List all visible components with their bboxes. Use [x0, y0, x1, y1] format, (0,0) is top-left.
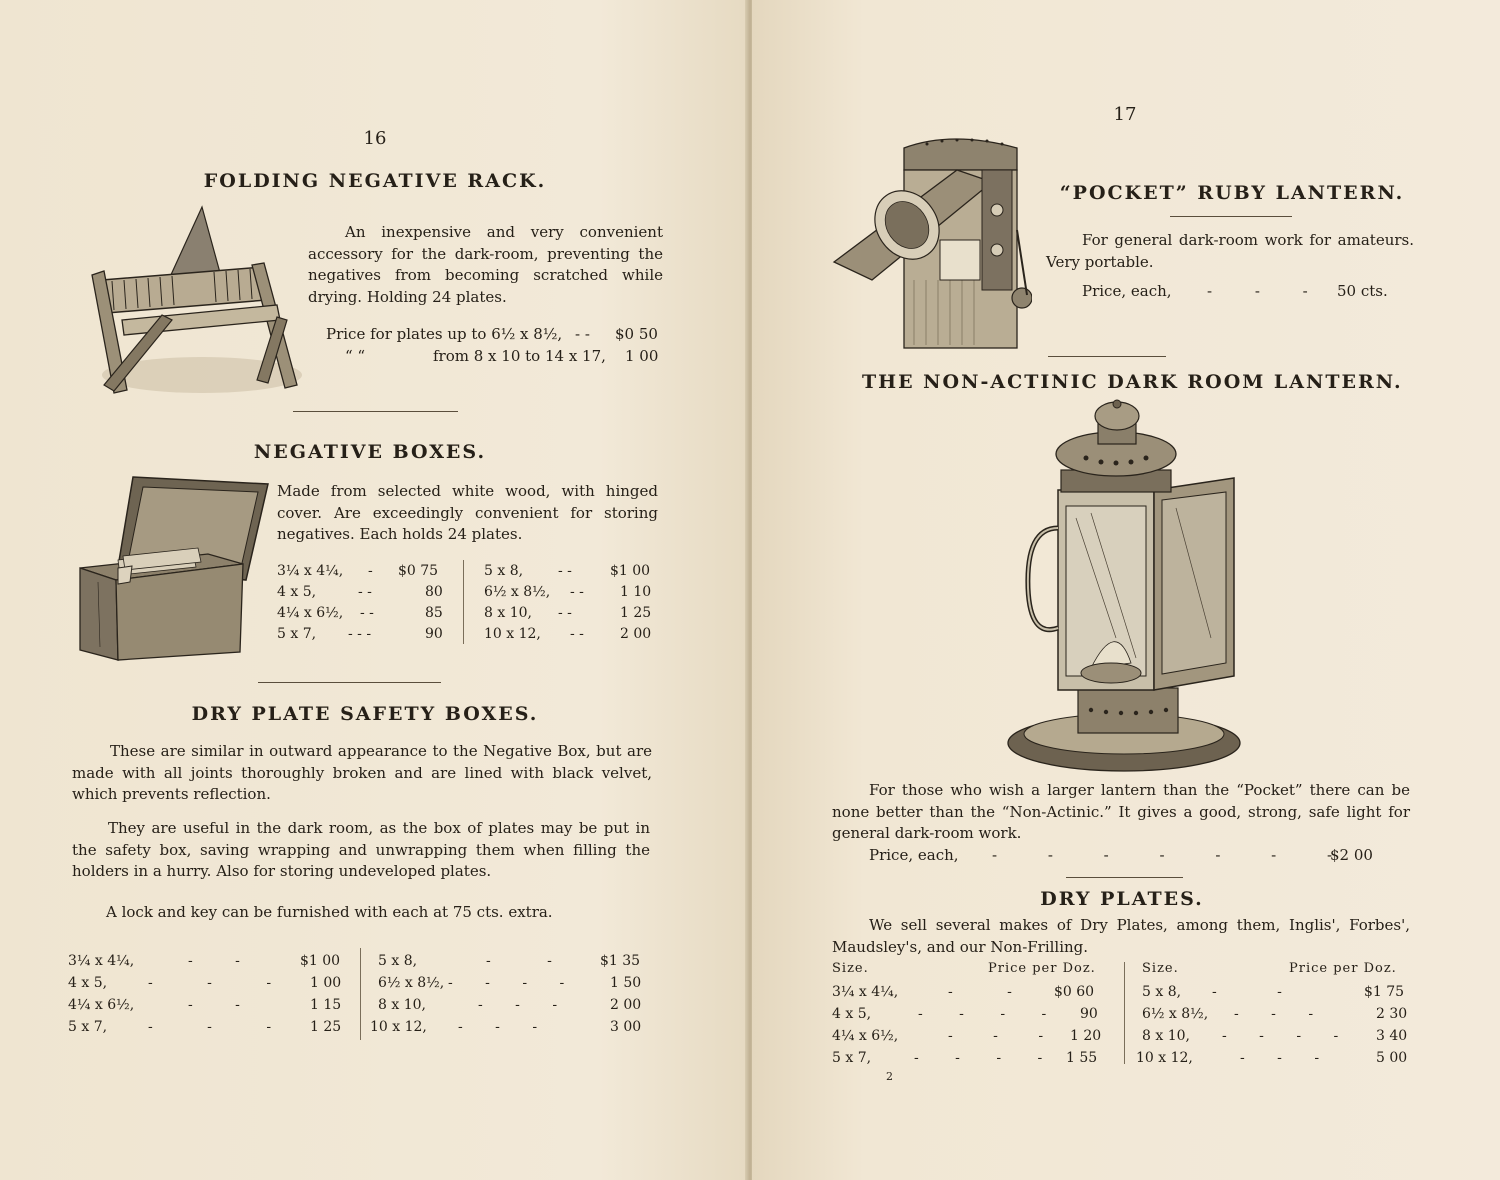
negative-boxes-description: Made from selected white wood, with hinged cover. Are exceedingly convenient for storing negatives. Each holds 24 plates.	[277, 482, 658, 543]
safety-boxes-paragraph-3: A lock and key can be furnished with each at 75 cts. extra.	[106, 903, 553, 921]
folding-rack-price-1-dashes: - -	[575, 325, 590, 343]
column-header-price: Price per Doz.	[1289, 961, 1397, 976]
folding-rack-description: An inexpensive and very convenient accessory for the dark-room, preventing the negatives from becoming scratched while drying. Holding 24 plates.	[308, 223, 663, 306]
table-cell-dashes: - -	[1212, 984, 1282, 1000]
folding-rack-price-1-value: $0 50	[615, 325, 658, 343]
table-cell-price: 2 30	[1376, 1006, 1408, 1022]
table-row: 3¼ x 4¼,	[68, 953, 135, 969]
table-row: 8 x 10,	[378, 997, 426, 1013]
table-row: 4 x 5,	[277, 584, 317, 600]
table-row: 6½ x 8½,	[484, 584, 551, 600]
table-cell-dashes: -	[368, 563, 373, 579]
column-header-price: Price per Doz.	[988, 961, 1096, 976]
folding-rack-price-2-value: 1 00	[625, 347, 659, 365]
section-divider	[1048, 356, 1166, 357]
non-actinic-price-value: $2 00	[1330, 846, 1373, 864]
dry-plates-title: DRY PLATES.	[1040, 888, 1204, 910]
table-row: 5 x 8,	[378, 953, 418, 969]
table-cell-price: 80	[425, 584, 443, 600]
table-cell-dashes: - - - -	[448, 975, 565, 991]
table-row: 10 x 12,	[484, 626, 541, 642]
table-cell-dashes: - - - -	[914, 1050, 1043, 1066]
pocket-lantern-price-value: 50 cts.	[1337, 282, 1388, 300]
table-row: 4¼ x 6½,	[277, 605, 344, 621]
table-cell-price: 1 00	[310, 975, 342, 991]
non-actinic-lantern-illustration	[1006, 398, 1246, 776]
pocket-lantern-price-dashes: - - -	[1207, 282, 1308, 300]
table-row: 3¼ x 4¼,	[832, 984, 899, 1000]
table-row: 4 x 5,	[68, 975, 108, 991]
pocket-lantern-description: For general dark-room work for amateurs. Very portable.	[1046, 231, 1414, 271]
table-divider	[463, 560, 464, 644]
right-page	[752, 0, 1500, 1180]
table-cell-dashes: - - -	[148, 975, 272, 991]
table-cell-price: 1 20	[1070, 1028, 1102, 1044]
table-cell-dashes: - -	[188, 953, 240, 969]
table-row: 10 x 12,	[370, 1019, 427, 1035]
non-actinic-title: THE NON-ACTINIC DARK ROOM LANTERN.	[862, 371, 1403, 393]
table-cell-dashes: - - -	[1240, 1050, 1320, 1066]
table-cell-price: 1 50	[610, 975, 642, 991]
pocket-lantern-price-label: Price, each,	[1082, 282, 1172, 300]
pocket-lantern-illustration	[832, 130, 1032, 352]
non-actinic-price-label: Price, each,	[869, 846, 959, 864]
signature-mark: 2	[886, 1070, 893, 1083]
table-cell-price: 90	[425, 626, 443, 642]
table-cell-dashes: - -	[188, 997, 240, 1013]
table-cell-price: 1 10	[620, 584, 652, 600]
non-actinic-price-dashes: - - - - - - -	[992, 846, 1333, 864]
safety-boxes-paragraph-2: They are useful in the dark room, as the box of plates may be put in the safety box, saving wrapping and unwrapping them when filling the holders in a hurry. Also for storing undeveloped plates.	[72, 819, 650, 880]
table-row: 4¼ x 6½,	[832, 1028, 899, 1044]
table-cell-dashes: - - -	[478, 997, 558, 1013]
table-cell-dashes: - -	[558, 605, 572, 621]
table-cell-price: $1 00	[610, 563, 651, 579]
left-page	[0, 0, 748, 1180]
table-cell-dashes: - -	[948, 984, 1012, 1000]
page-number-right: 17	[1113, 104, 1137, 125]
table-row: 5 x 8,	[484, 563, 524, 579]
table-cell-dashes: - - - -	[1222, 1028, 1339, 1044]
section-divider	[1066, 877, 1183, 878]
table-row: 5 x 7,	[277, 626, 317, 642]
table-cell-price: 5 00	[1376, 1050, 1408, 1066]
table-row: 4¼ x 6½,	[68, 997, 135, 1013]
table-cell-price: $1 00	[300, 953, 341, 969]
negative-boxes-title: NEGATIVE BOXES.	[253, 441, 487, 463]
table-row: 8 x 10,	[484, 605, 532, 621]
table-row: 5 x 7,	[832, 1050, 872, 1066]
table-row: 6½ x 8½,	[1142, 1006, 1209, 1022]
table-cell-dashes: - - - -	[918, 1006, 1047, 1022]
folding-rack-price-2-ditto: “ “	[345, 347, 366, 365]
section-divider	[258, 682, 441, 683]
folding-rack-illustration	[82, 205, 302, 400]
table-cell-price: $0 75	[398, 563, 439, 579]
table-cell-price: $0 60	[1054, 984, 1095, 1000]
table-cell-dashes: - - -	[348, 626, 372, 642]
non-actinic-description: For those who wish a larger lantern than the “Pocket” there can be none better than the “Non-Actinic.” It gives a good, strong, safe light for general dark-room work.	[832, 781, 1410, 842]
price-label: Price for plates up to 6½ x 8½,	[326, 325, 563, 343]
table-row: 10 x 12,	[1136, 1050, 1193, 1066]
folding-rack-price-1	[326, 325, 562, 343]
table-cell-price: 1 25	[620, 605, 652, 621]
table-row: 3¼ x 4¼,	[277, 563, 344, 579]
table-cell-dashes: - -	[558, 563, 572, 579]
table-cell-price: 3 00	[610, 1019, 642, 1035]
table-row: 6½ x 8½,	[378, 975, 445, 991]
table-cell-price: $1 75	[1364, 984, 1405, 1000]
table-cell-price: 1 25	[310, 1019, 342, 1035]
table-cell-price: 1 55	[1066, 1050, 1098, 1066]
safety-boxes-paragraph-1: These are similar in outward appearance to the Negative Box, but are made with all joints thoroughly broken and are lined with black velvet, which prevents reflection.	[72, 742, 652, 803]
table-row: 4 x 5,	[832, 1006, 872, 1022]
table-row: 5 x 7,	[68, 1019, 108, 1035]
table-cell-price: $1 35	[600, 953, 641, 969]
table-cell-dashes: - - -	[148, 1019, 272, 1035]
table-divider	[360, 948, 361, 1040]
table-cell-dashes: - - -	[458, 1019, 538, 1035]
pocket-lantern-title: “POCKET” RUBY LANTERN.	[1059, 182, 1405, 204]
page-number-left: 16	[363, 128, 387, 149]
safety-boxes-title: DRY PLATE SAFETY BOXES.	[191, 703, 539, 725]
folding-rack-title: FOLDING NEGATIVE RACK.	[203, 170, 547, 192]
table-cell-price: 85	[425, 605, 443, 621]
table-divider	[1124, 962, 1125, 1064]
table-row: 5 x 8,	[1142, 984, 1182, 1000]
table-cell-dashes: - -	[570, 626, 584, 642]
table-cell-dashes: - -	[570, 584, 584, 600]
dry-plates-description: We sell several makes of Dry Plates, among them, Inglis', Forbes', Maudsley's, and our Non-Frilling.	[832, 916, 1410, 956]
section-divider	[1170, 216, 1292, 217]
table-cell-price: 2 00	[620, 626, 652, 642]
table-cell-dashes: - -	[358, 584, 372, 600]
negative-box-illustration	[78, 472, 273, 664]
table-row: 8 x 10,	[1142, 1028, 1190, 1044]
table-cell-price: 90	[1080, 1006, 1098, 1022]
section-divider	[293, 411, 458, 412]
table-cell-price: 3 40	[1376, 1028, 1408, 1044]
table-cell-dashes: - - -	[948, 1028, 1044, 1044]
table-cell-price: 2 00	[610, 997, 642, 1013]
table-cell-dashes: - - -	[1234, 1006, 1314, 1022]
column-header-size: Size.	[832, 961, 869, 976]
table-cell-dashes: - -	[360, 605, 374, 621]
table-cell-dashes: - -	[486, 953, 552, 969]
table-cell-price: 1 15	[310, 997, 342, 1013]
folding-rack-price-2-label: from 8 x 10 to 14 x 17,	[433, 347, 606, 365]
column-header-size: Size.	[1142, 961, 1179, 976]
